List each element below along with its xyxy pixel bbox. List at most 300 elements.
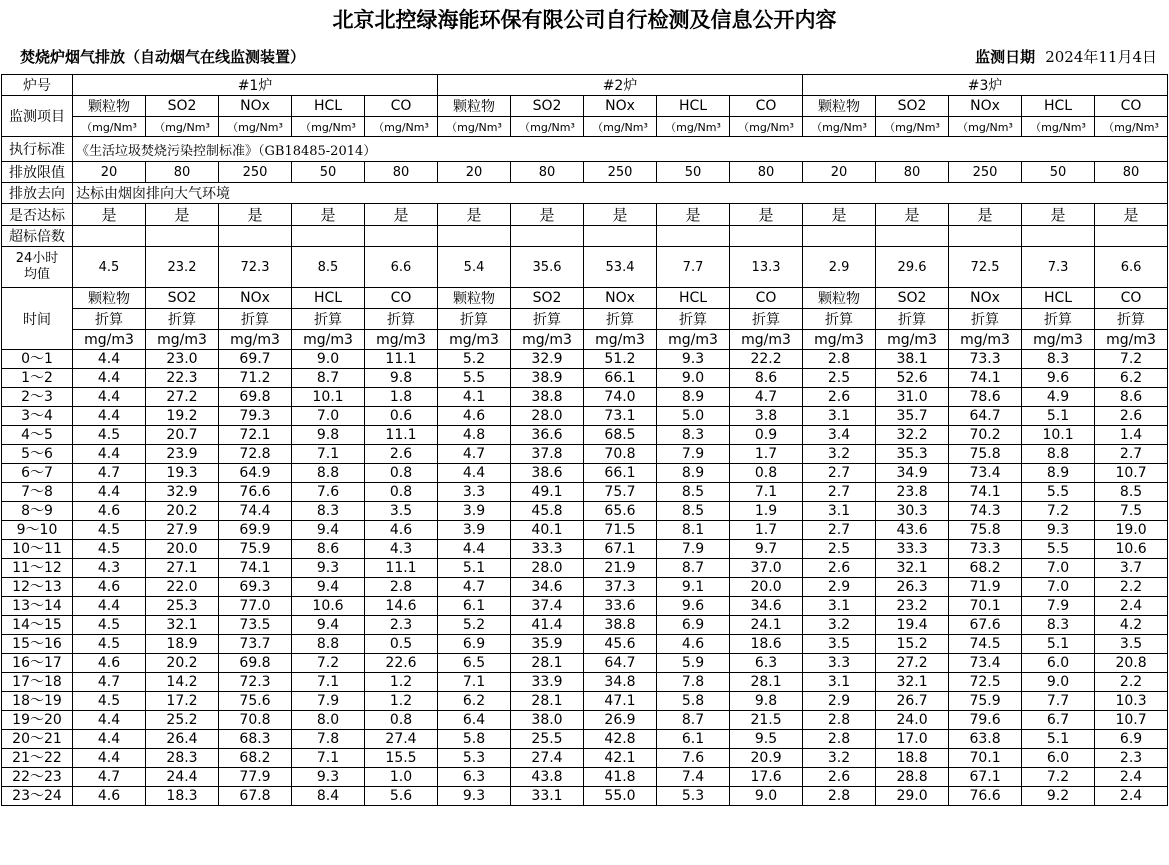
data-cell: 9.5 <box>730 730 803 749</box>
unit-row <box>2 117 1168 137</box>
data-cell: 5.1 <box>1022 407 1095 426</box>
unit-cell: （mg/Nm³ <box>1095 117 1168 137</box>
data-cell: 2.5 <box>803 540 876 559</box>
data-cell: 71.5 <box>584 521 657 540</box>
conversion-label: 折算 <box>219 309 292 330</box>
data-cell: 35.3 <box>876 445 949 464</box>
data-cell: 9.4 <box>292 616 365 635</box>
data-cell: 33.3 <box>511 540 584 559</box>
pollutant-header: NOx <box>949 96 1022 117</box>
data-cell: 6.9 <box>438 635 511 654</box>
row-label-compliant: 是否达标 <box>2 204 73 226</box>
data-cell: 27.9 <box>146 521 219 540</box>
data-cell: 79.6 <box>949 711 1022 730</box>
average-value: 53.4 <box>584 247 657 288</box>
unit-label: mg/m3 <box>219 330 292 350</box>
data-cell: 6.7 <box>1022 711 1095 730</box>
exceed-value <box>146 226 219 247</box>
data-cell: 6.1 <box>438 597 511 616</box>
exceed-value <box>292 226 365 247</box>
data-cell: 64.9 <box>219 464 292 483</box>
data-cell: 38.6 <box>511 464 584 483</box>
unit-label: mg/m3 <box>73 330 146 350</box>
data-cell: 9.0 <box>1022 673 1095 692</box>
data-cell: 3.2 <box>803 749 876 768</box>
data-cell: 2.7 <box>803 521 876 540</box>
data-cell: 2.6 <box>803 768 876 787</box>
data-cell: 26.7 <box>876 692 949 711</box>
data-cell: 4.5 <box>73 692 146 711</box>
data-cell: 5.1 <box>1022 730 1095 749</box>
data-cell: 15.5 <box>365 749 438 768</box>
conversion-label: 折算 <box>730 309 803 330</box>
data-cell: 4.4 <box>73 597 146 616</box>
data-cell: 18.3 <box>146 787 219 806</box>
data-cell: 24.0 <box>876 711 949 730</box>
unit-cell: （mg/Nm³ <box>73 117 146 137</box>
data-cell: 78.6 <box>949 388 1022 407</box>
row-label-destination: 排放去向 <box>2 183 73 204</box>
data-cell: 74.1 <box>219 559 292 578</box>
data-cell: 7.1 <box>730 483 803 502</box>
pollutant-subheader: NOx <box>949 288 1022 309</box>
destination-text: 达标由烟囱排向大气环境 <box>73 183 1168 204</box>
data-cell: 69.7 <box>219 350 292 369</box>
pollutant-header: 颗粒物 <box>73 96 146 117</box>
table-row <box>2 673 1168 692</box>
data-cell: 27.2 <box>876 654 949 673</box>
data-cell: 9.6 <box>657 597 730 616</box>
data-cell: 5.5 <box>1022 483 1095 502</box>
data-cell: 25.5 <box>511 730 584 749</box>
pollutant-subheader: HCL <box>657 288 730 309</box>
data-cell: 23.9 <box>146 445 219 464</box>
data-cell: 8.8 <box>292 464 365 483</box>
data-cell: 4.2 <box>1095 616 1168 635</box>
data-cell: 2.8 <box>803 711 876 730</box>
furnace-header: #1炉 <box>73 75 438 96</box>
data-cell: 7.6 <box>657 749 730 768</box>
exceed-value <box>1022 226 1095 247</box>
table-row <box>2 350 1168 369</box>
data-cell: 34.9 <box>876 464 949 483</box>
data-cell: 1.4 <box>1095 426 1168 445</box>
data-cell: 7.2 <box>292 654 365 673</box>
data-cell: 73.7 <box>219 635 292 654</box>
data-cell: 27.2 <box>146 388 219 407</box>
pollutant-header: 颗粒物 <box>438 96 511 117</box>
avg-label-line2: 均值 <box>23 267 50 282</box>
average-value: 35.6 <box>511 247 584 288</box>
data-cell: 70.8 <box>219 711 292 730</box>
data-cell: 5.8 <box>657 692 730 711</box>
data-cell: 9.3 <box>657 350 730 369</box>
data-cell: 49.1 <box>511 483 584 502</box>
data-cell: 74.3 <box>949 502 1022 521</box>
data-cell: 32.2 <box>876 426 949 445</box>
data-cell: 69.3 <box>219 578 292 597</box>
data-cell: 2.6 <box>803 388 876 407</box>
data-cell: 11.1 <box>365 426 438 445</box>
exceed-value <box>584 226 657 247</box>
data-cell: 15.2 <box>876 635 949 654</box>
unit-label: mg/m3 <box>876 330 949 350</box>
table-row <box>2 597 1168 616</box>
hour-label: 19～20 <box>2 711 73 730</box>
data-cell: 9.8 <box>730 692 803 711</box>
pollutant-header: CO <box>365 96 438 117</box>
table-row <box>2 521 1168 540</box>
table-row <box>2 635 1168 654</box>
data-cell: 66.1 <box>584 464 657 483</box>
data-cell: 4.5 <box>73 616 146 635</box>
data-cell: 0.8 <box>365 483 438 502</box>
data-cell: 76.6 <box>219 483 292 502</box>
average-value: 72.5 <box>949 247 1022 288</box>
exceed-value <box>657 226 730 247</box>
data-cell: 14.2 <box>146 673 219 692</box>
data-cell: 4.6 <box>73 502 146 521</box>
data-cell: 9.0 <box>292 350 365 369</box>
data-cell: 2.6 <box>365 445 438 464</box>
data-cell: 4.4 <box>73 445 146 464</box>
unit-cell: （mg/Nm³ <box>584 117 657 137</box>
data-cell: 5.8 <box>438 730 511 749</box>
data-cell: 70.2 <box>949 426 1022 445</box>
data-cell: 24.1 <box>730 616 803 635</box>
data-cell: 8.0 <box>292 711 365 730</box>
data-cell: 74.0 <box>584 388 657 407</box>
hour-label: 20～21 <box>2 730 73 749</box>
compliant-value: 是 <box>73 204 146 226</box>
data-cell: 68.3 <box>219 730 292 749</box>
data-cell: 10.7 <box>1095 464 1168 483</box>
data-cell: 4.4 <box>73 749 146 768</box>
data-cell: 21.5 <box>730 711 803 730</box>
data-cell: 66.1 <box>584 369 657 388</box>
data-cell: 20.0 <box>730 578 803 597</box>
exceed-value <box>73 226 146 247</box>
compliant-value: 是 <box>730 204 803 226</box>
limit-value: 20 <box>803 162 876 183</box>
data-cell: 18.9 <box>146 635 219 654</box>
unit-cell: （mg/Nm³ <box>219 117 292 137</box>
data-cell: 5.3 <box>657 787 730 806</box>
data-cell: 4.7 <box>438 445 511 464</box>
data-cell: 8.3 <box>657 426 730 445</box>
table-row <box>2 749 1168 768</box>
data-cell: 38.9 <box>511 369 584 388</box>
data-cell: 74.4 <box>219 502 292 521</box>
data-cell: 9.8 <box>292 426 365 445</box>
data-cell: 20.9 <box>730 749 803 768</box>
pollutant-subheader: HCL <box>292 288 365 309</box>
unit-cell: （mg/Nm³ <box>146 117 219 137</box>
data-cell: 3.1 <box>803 502 876 521</box>
data-cell: 38.0 <box>511 711 584 730</box>
data-cell: 8.5 <box>1095 483 1168 502</box>
unit-cell: （mg/Nm³ <box>949 117 1022 137</box>
data-cell: 2.9 <box>803 578 876 597</box>
data-cell: 0.8 <box>365 711 438 730</box>
conversion-label: 折算 <box>1095 309 1168 330</box>
data-cell: 4.8 <box>438 426 511 445</box>
compliant-value: 是 <box>876 204 949 226</box>
data-cell: 4.5 <box>73 540 146 559</box>
limit-value: 80 <box>511 162 584 183</box>
limit-value: 50 <box>657 162 730 183</box>
data-cell: 6.2 <box>438 692 511 711</box>
unit-label: mg/m3 <box>730 330 803 350</box>
data-cell: 19.4 <box>876 616 949 635</box>
data-cell: 24.4 <box>146 768 219 787</box>
data-cell: 0.8 <box>365 464 438 483</box>
data-cell: 2.2 <box>1095 673 1168 692</box>
row-label-item: 监测项目 <box>2 96 73 137</box>
exceed-value <box>730 226 803 247</box>
furnace-header: #2炉 <box>438 75 803 96</box>
data-cell: 30.3 <box>876 502 949 521</box>
table-row <box>2 616 1168 635</box>
data-cell: 4.3 <box>365 540 438 559</box>
table-row <box>2 768 1168 787</box>
pollutant-header: HCL <box>292 96 365 117</box>
data-cell: 11.1 <box>365 559 438 578</box>
data-cell: 75.8 <box>949 445 1022 464</box>
data-cell: 8.4 <box>292 787 365 806</box>
data-cell: 5.2 <box>438 350 511 369</box>
data-cell: 76.6 <box>949 787 1022 806</box>
data-cell: 69.8 <box>219 654 292 673</box>
table-row <box>2 692 1168 711</box>
data-cell: 51.2 <box>584 350 657 369</box>
data-cell: 70.1 <box>949 597 1022 616</box>
pollutant-header: SO2 <box>876 96 949 117</box>
data-cell: 4.4 <box>73 483 146 502</box>
limit-value: 80 <box>146 162 219 183</box>
data-cell: 77.0 <box>219 597 292 616</box>
data-cell: 23.2 <box>876 597 949 616</box>
data-cell: 4.3 <box>73 559 146 578</box>
data-cell: 28.8 <box>876 768 949 787</box>
data-cell: 63.8 <box>949 730 1022 749</box>
data-cell: 6.0 <box>1022 749 1095 768</box>
data-cell: 73.1 <box>584 407 657 426</box>
data-cell: 10.1 <box>1022 426 1095 445</box>
data-cell: 10.7 <box>1095 711 1168 730</box>
conversion-label: 折算 <box>365 309 438 330</box>
data-cell: 33.3 <box>876 540 949 559</box>
unit-cell: （mg/Nm³ <box>292 117 365 137</box>
data-cell: 69.8 <box>219 388 292 407</box>
data-cell: 74.1 <box>949 483 1022 502</box>
data-cell: 32.1 <box>876 559 949 578</box>
unit-cell: （mg/Nm³ <box>876 117 949 137</box>
data-cell: 2.8 <box>803 350 876 369</box>
conversion-label: 折算 <box>438 309 511 330</box>
table-row <box>2 369 1168 388</box>
data-cell: 75.7 <box>584 483 657 502</box>
data-cell: 5.6 <box>365 787 438 806</box>
data-cell: 20.7 <box>146 426 219 445</box>
data-cell: 7.0 <box>1022 559 1095 578</box>
data-cell: 1.2 <box>365 692 438 711</box>
data-cell: 0.9 <box>730 426 803 445</box>
data-cell: 21.9 <box>584 559 657 578</box>
data-cell: 42.8 <box>584 730 657 749</box>
pollutant-header: HCL <box>657 96 730 117</box>
unit-label: mg/m3 <box>584 330 657 350</box>
pollutant-subheader: SO2 <box>146 288 219 309</box>
data-cell: 22.3 <box>146 369 219 388</box>
hour-label: 17～18 <box>2 673 73 692</box>
average-value: 5.4 <box>438 247 511 288</box>
conversion-label: 折算 <box>511 309 584 330</box>
data-cell: 8.5 <box>657 483 730 502</box>
pollutant-subheader: 颗粒物 <box>438 288 511 309</box>
hour-label: 13～14 <box>2 597 73 616</box>
unit-label: mg/m3 <box>1095 330 1168 350</box>
data-cell: 7.4 <box>657 768 730 787</box>
data-cell: 37.8 <box>511 445 584 464</box>
data-cell: 7.9 <box>1022 597 1095 616</box>
data-cell: 20.2 <box>146 654 219 673</box>
data-cell: 9.4 <box>292 521 365 540</box>
table-row <box>2 502 1168 521</box>
pollutant-header: NOx <box>219 96 292 117</box>
pollutant-subheader: NOx <box>219 288 292 309</box>
standard-text: 《生活垃圾焚烧污染控制标准》（GB18485-2014） <box>73 137 1168 162</box>
compliant-value: 是 <box>438 204 511 226</box>
limit-value: 80 <box>730 162 803 183</box>
data-cell: 20.0 <box>146 540 219 559</box>
data-cell: 3.9 <box>438 521 511 540</box>
hour-label: 23～24 <box>2 787 73 806</box>
data-cell: 2.6 <box>803 559 876 578</box>
compliant-value: 是 <box>511 204 584 226</box>
data-cell: 4.9 <box>1022 388 1095 407</box>
average-value: 6.6 <box>1095 247 1168 288</box>
data-cell: 2.7 <box>803 483 876 502</box>
data-cell: 34.6 <box>511 578 584 597</box>
data-cell: 4.5 <box>73 426 146 445</box>
average-row <box>2 247 1168 288</box>
data-cell: 33.9 <box>511 673 584 692</box>
data-cell: 2.3 <box>1095 749 1168 768</box>
data-cell: 3.1 <box>803 597 876 616</box>
data-cell: 75.9 <box>219 540 292 559</box>
data-cell: 69.9 <box>219 521 292 540</box>
limit-value: 50 <box>292 162 365 183</box>
data-cell: 4.6 <box>73 787 146 806</box>
table-row <box>2 787 1168 806</box>
data-cell: 23.8 <box>876 483 949 502</box>
hour-label: 1～2 <box>2 369 73 388</box>
data-cell: 10.3 <box>1095 692 1168 711</box>
data-cell: 71.2 <box>219 369 292 388</box>
compliant-value: 是 <box>803 204 876 226</box>
data-cell: 8.9 <box>657 388 730 407</box>
unit-cell: （mg/Nm³ <box>438 117 511 137</box>
hour-label: 21～22 <box>2 749 73 768</box>
data-cell: 32.9 <box>511 350 584 369</box>
data-cell: 5.5 <box>438 369 511 388</box>
data-cell: 68.2 <box>219 749 292 768</box>
pollutant-header: SO2 <box>146 96 219 117</box>
data-cell: 67.6 <box>949 616 1022 635</box>
data-cell: 5.1 <box>438 559 511 578</box>
hour-label: 4～5 <box>2 426 73 445</box>
unit-label: mg/m3 <box>949 330 1022 350</box>
pollutant-header: CO <box>730 96 803 117</box>
table-row <box>2 483 1168 502</box>
data-cell: 18.6 <box>730 635 803 654</box>
data-cell: 9.7 <box>730 540 803 559</box>
limit-value: 80 <box>365 162 438 183</box>
data-cell: 4.4 <box>73 407 146 426</box>
data-cell: 1.0 <box>365 768 438 787</box>
data-cell: 7.1 <box>292 673 365 692</box>
data-cell: 74.5 <box>949 635 1022 654</box>
conversion-label: 折算 <box>876 309 949 330</box>
data-cell: 9.3 <box>1022 521 1095 540</box>
furnace-header: #3炉 <box>803 75 1168 96</box>
unit-label: mg/m3 <box>438 330 511 350</box>
data-cell: 1.2 <box>365 673 438 692</box>
data-cell: 4.4 <box>438 540 511 559</box>
data-cell: 0.6 <box>365 407 438 426</box>
hour-label: 0～1 <box>2 350 73 369</box>
data-cell: 7.7 <box>1022 692 1095 711</box>
hour-label: 10～11 <box>2 540 73 559</box>
conversion-label: 折算 <box>584 309 657 330</box>
data-cell: 3.3 <box>803 654 876 673</box>
table-row <box>2 559 1168 578</box>
compliant-value: 是 <box>219 204 292 226</box>
data-cell: 29.0 <box>876 787 949 806</box>
data-cell: 8.1 <box>657 521 730 540</box>
conversion-label: 折算 <box>146 309 219 330</box>
emission-table <box>1 74 1168 806</box>
data-cell: 41.4 <box>511 616 584 635</box>
data-cell: 17.0 <box>876 730 949 749</box>
exceed-value <box>365 226 438 247</box>
exceed-value <box>876 226 949 247</box>
data-cell: 6.3 <box>438 768 511 787</box>
compliant-value: 是 <box>949 204 1022 226</box>
data-cell: 8.8 <box>1022 445 1095 464</box>
data-cell: 37.3 <box>584 578 657 597</box>
data-cell: 9.0 <box>730 787 803 806</box>
compliant-value: 是 <box>292 204 365 226</box>
data-cell: 4.7 <box>730 388 803 407</box>
data-cell: 72.3 <box>219 673 292 692</box>
page-title: 北京北控绿海能环保有限公司自行检测及信息公开内容 <box>332 7 837 32</box>
furnace-row <box>2 75 1168 96</box>
data-cell: 68.5 <box>584 426 657 445</box>
exceed-value <box>511 226 584 247</box>
data-cell: 4.4 <box>438 464 511 483</box>
pollutant-subheader: SO2 <box>876 288 949 309</box>
data-cell: 32.1 <box>146 616 219 635</box>
table-row <box>2 711 1168 730</box>
compliant-value: 是 <box>1095 204 1168 226</box>
unit-label: mg/m3 <box>365 330 438 350</box>
data-cell: 52.6 <box>876 369 949 388</box>
data-cell: 37.4 <box>511 597 584 616</box>
pollutant-subheader: 颗粒物 <box>73 288 146 309</box>
data-cell: 8.7 <box>292 369 365 388</box>
